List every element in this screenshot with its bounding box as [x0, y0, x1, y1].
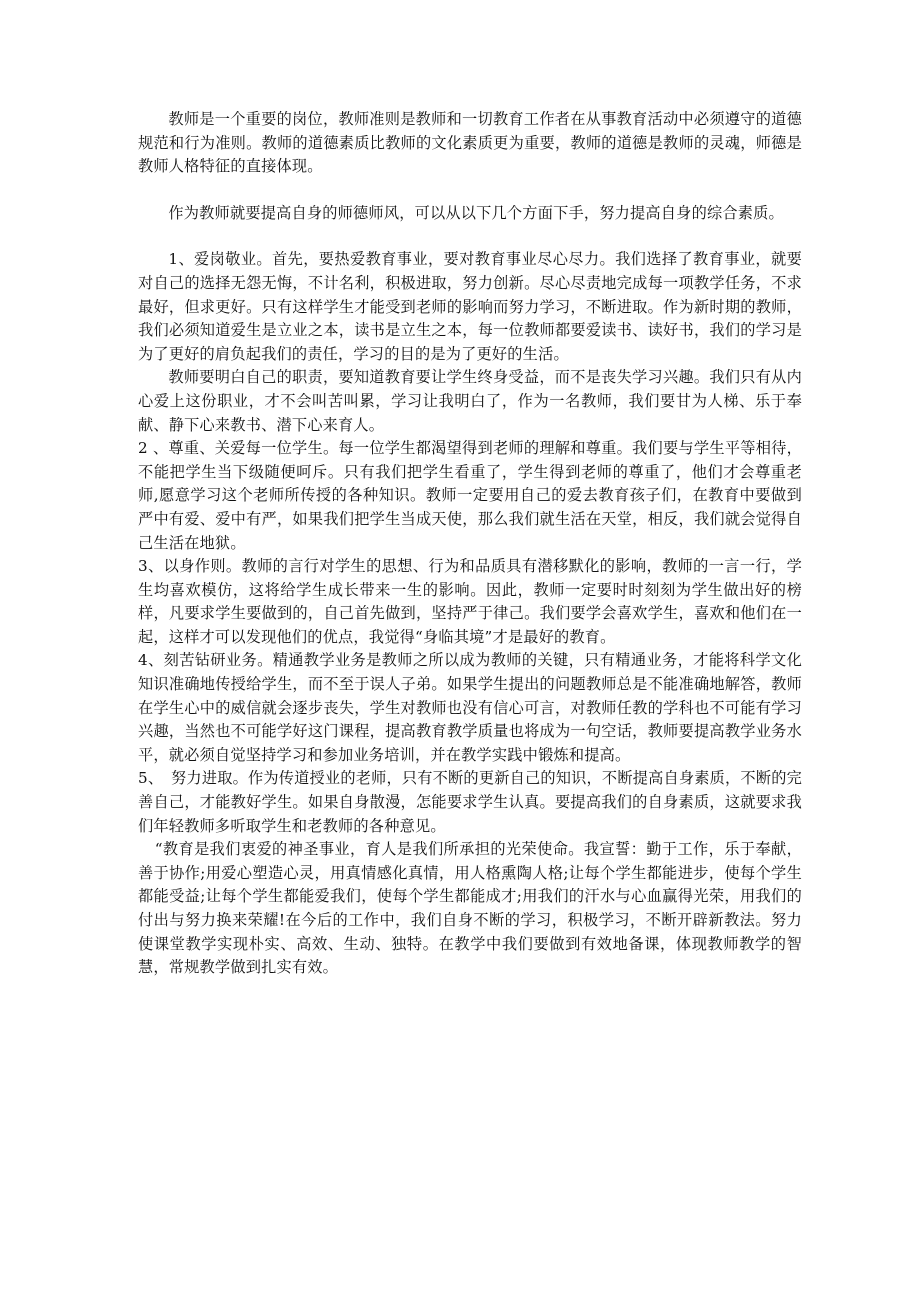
lead-paragraph: 作为教师就要提高自身的师德师风，可以从以下几个方面下手，努力提高自身的综合素质。	[168, 203, 784, 222]
section-4-paragraph: 4、刻苦钻研业务。精通教学业务是教师之所以成为教师的关键，只有精通业务，才能将科学文化知识准确地传授给学生，而不至于误人子弟。如果学生提出的问题教师总是不能准确地解答，教师在学生心中的威信就会逐步丧失，学生对教师也没有信心可言，对教师任教的学科也不可能有学习兴趣，当然也不可能学好这门课程，提高教育教学质量也将成为一句空话，教师要提高教学业务水平，就必须自觉坚持学习和参加业务培训，并在教学实践中锻炼和提高。	[138, 651, 802, 764]
section-5-paragraph: 5、 努力进取。作为传道授业的老师，只有不断的更新自己的知识，不断提高自身素质，不断的完善自己，才能教好学生。如果自身散漫，怎能要求学生认真。要提高我们的自身素质，这就要求我们年轻教师多听取学生和老教师的各种意见。	[138, 769, 802, 835]
section-2-paragraph: 2 、尊重、关爱每一位学生。每一位学生都渴望得到老师的理解和尊重。我们要与学生平等相待，不能把学生当下级随便呵斥。只有我们把学生看重了，学生得到老师的尊重了，他们才会尊重老师,愿意学习这个老师所传授的各种知识。教师一定要用自己的爱去教育孩子们，在教育中要做到严中有爱、爱中有严，如果我们把学生当成天使，那么我们就生活在天堂，相反，我们就会觉得自己生活在地狱。	[138, 439, 802, 552]
section-1-paragraph: 1、爱岗敬业。首先，要热爱教育事业，要对教育事业尽心尽力。我们选择了教育事业，就要对自己的选择无怨无悔，不计名利，积极进取，努力创新。尽心尽责地完成每一项教学任务，不求最好，但求更好。只有这样学生才能受到老师的影响而努力学习，不断进取。作为新时期的教师，我们必须知道爱生是立业之本，读书是立生之本，每一位教师都要爱读书、读好书，我们的学习是为了更好的肩负起我们的责任，学习的目的是为了更好的生活。	[138, 250, 802, 363]
intro-paragraph: 教师是一个重要的岗位，教师准则是教师和一切教育工作者在从事教育活动中必须遵守的道德规范和行为准则。教师的道德素质比教师的文化素质更为重要，教师的道德是教师的灵魂，师德是教师人格特征的直接体现。	[138, 110, 802, 176]
document-body	[138, 108, 802, 980]
section-1-continuation-paragraph: 教师要明白自己的职责，要知道教育要让学生终身受益，而不是丧失学习兴趣。我们只有从内心爱上这份职业，才不会叫苦叫累，学习让我明白了，作为一名教师，我们要甘为人梯、乐于奉献、静下心来教书、潜下心来育人。	[138, 368, 802, 434]
closing-pledge-paragraph: “教育是我们衷爱的神圣事业，育人是我们所承担的光荣使命。我宣誓：勤于工作，乐于奉献，善于协作;用爱心塑造心灵，用真情感化真情，用人格熏陶人格;让每个学生都能进步，使每个学生都能受益;让每个学生都能爱我们，使每个学生都能成才;用我们的汗水与心血赢得光荣，用我们的付出与努力换来荣耀!在今后的工作中，我们自身不断的学习，积极学习，不断开辟新教法。努力使课堂教学实现朴实、高效、生动、独特。在教学中我们要做到有效地备课，体现教师教学的智慧，常规教学做到扎实有效。	[138, 840, 802, 977]
section-3-paragraph: 3、以身作则。教师的言行对学生的思想、行为和品质具有潜移默化的影响，教师的一言一行，学生均喜欢模仿，这将给学生成长带来一生的影响。因此，教师一定要时时刻刻为学生做出好的榜样，凡要求学生要做到的，自己首先做到，坚持严于律己。我们要学会喜欢学生，喜欢和他们在一起，这样才可以发现他们的优点，我觉得“身临其境”才是最好的教育。	[138, 557, 802, 646]
